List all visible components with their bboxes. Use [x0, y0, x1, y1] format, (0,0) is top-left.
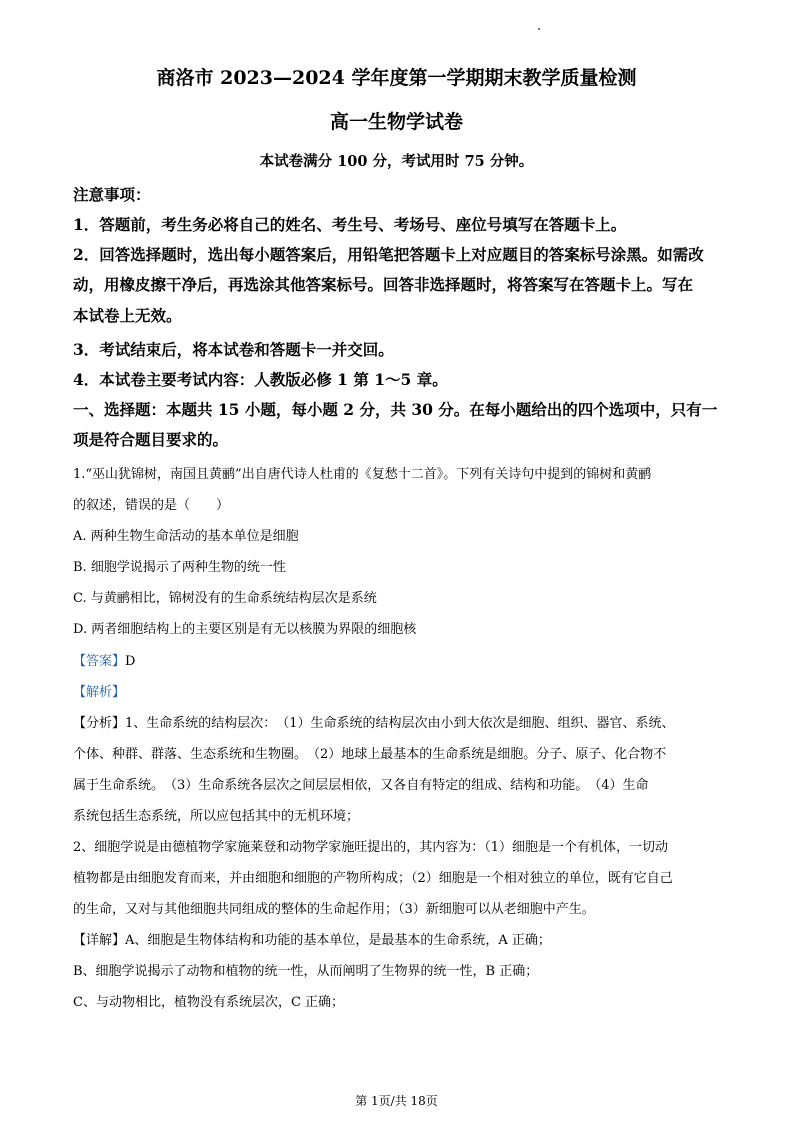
analysis-line: 2、细胞学说是由德植物学家施莱登和动物学家施旺提出的，其内容为：（1）细胞是一个有机体，一切动 [73, 840, 669, 855]
analysis-line: 属于生命系统。 （3）生命系统各层次之间层层相依，又各自有特定的组成、结构和功能。 （4）生命 [73, 778, 649, 793]
detail-line: C、与动物相比，植物没有系统层次，C 正确； [73, 995, 345, 1010]
note-line: 1．答题前，考生务必将自己的姓名、考生号、考场号、座位号填写在答题卡上。 [73, 215, 627, 234]
exam-subject: 高一生物学试卷 [329, 111, 463, 133]
notes-heading: 注意事项： [73, 185, 151, 204]
section-heading-cont: 项是符合题目要求的。 [73, 430, 229, 449]
detail-line: 【详解】A、细胞是生物体结构和功能的基本单位，是最基本的生命系统，A 正确； [73, 933, 551, 948]
analysis-line: 系统包括生态系统，所以应包括其中的无机环境； [73, 809, 360, 824]
option-c: C. 与黄鹂相比，锦树没有的生命系统结构层次是系统 [73, 591, 377, 606]
question-stem-cont: 的叙述，错误的是（ ） [73, 498, 230, 513]
score-info: 本试卷满分 100 分，考试用时 75 分钟。 [259, 153, 534, 170]
scan-dot [538, 28, 540, 30]
answer-line [73, 650, 728, 669]
note-line: 动，用橡皮擦干净后，再选涂其他答案标号。回答非选择题时，将答案写在答题卡上。写在 [73, 275, 694, 294]
analysis-line: 个体、种群、群落、生态系统和生物圈。 （2）地球上最基本的生命系统是细胞。分子、原子、化合物不 [73, 747, 667, 762]
analysis-tag: 【解析】 [73, 685, 126, 700]
page-number: 第 1页/共 18页 [355, 1094, 438, 1108]
question-stem: 1.“巫山犹锦树，南国且黄鹂”出自唐代诗人杜甫的《复愁十二首》。下列有关诗句中提到的锦树和黄鹂 [73, 467, 652, 482]
note-line: 2．回答选择题时，选出每小题答案后，用铅笔把答题卡上对应题目的答案标号涂黑。如需改 [73, 245, 704, 264]
note-line: 本试卷上无效。 [73, 306, 182, 325]
note-line: 3．考试结束后，将本试卷和答题卡一并交回。 [73, 340, 394, 359]
detail-line: B、细胞学说揭示了动物和植物的统一性，从而阐明了生物界的统一性，B 正确； [73, 964, 539, 979]
analysis-line: 【分析】1、生命系统的结构层次： （1）生命系统的结构层次由小到大依次是细胞、组织、器官、系统、 [73, 716, 675, 731]
answer-value: D [125, 654, 136, 669]
exam-title: 商洛市 2023—2024 学年度第一学期期末教学质量检测 [156, 67, 637, 89]
option-d: D. 两者细胞结构上的主要区别是有无以核膜为界限的细胞核 [73, 622, 417, 637]
analysis-line: 植物都是由细胞发育而来，并由细胞和细胞的产物所构成；（2）细胞是一个相对独立的单位，既有它自己 [73, 871, 673, 886]
analysis-line: 的生命，又对与其他细胞共同组成的整体的生命起作用；（3）新细胞可以从老细胞中产生。 [73, 902, 595, 917]
section-heading: 一、选择题：本题共 15 小题，每小题 2 分，共 30 分。在每小题给出的四个选项中，只有一 [73, 400, 718, 419]
option-a: A. 两种生物生命活动的基本单位是细胞 [73, 529, 299, 544]
option-b: B. 细胞学说揭示了两种生物的统一性 [73, 560, 286, 575]
answer-tag: 【答案】 [73, 654, 126, 669]
note-line: 4．本试卷主要考试内容：人教版必修 1 第 1～5 章。 [73, 370, 448, 389]
